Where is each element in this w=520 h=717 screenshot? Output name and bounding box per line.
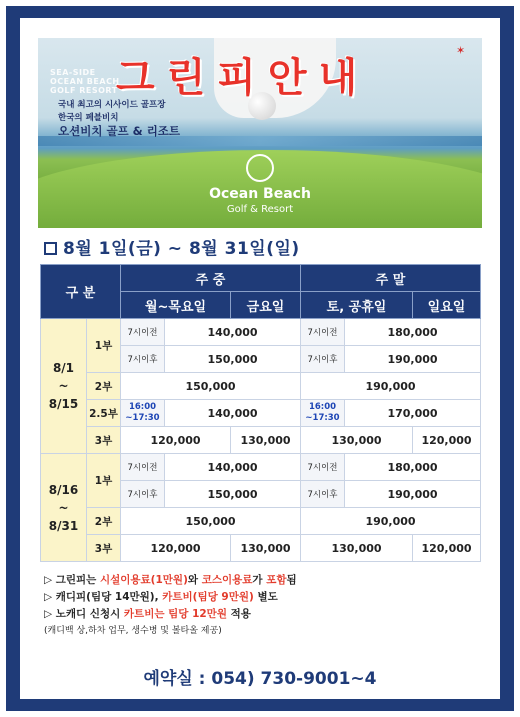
time-start: 16:00 (128, 402, 157, 412)
banner-subtitle (58, 99, 180, 138)
price-cell: 190,000 (301, 508, 481, 535)
note-text: 별도 (253, 591, 278, 603)
part-label: 3부 (87, 535, 121, 562)
price-cell: 130,000 (231, 427, 301, 454)
date-heading (44, 234, 300, 259)
price-cell: 170,000 (345, 400, 481, 427)
note-highlight: 포함 (266, 574, 287, 586)
square-bullet-icon (44, 242, 57, 255)
note-line (44, 589, 297, 606)
price-cell: 150,000 (121, 508, 301, 535)
note-highlight: 코스이용료 (201, 574, 253, 586)
hero-banner (38, 38, 482, 228)
price-cell: 180,000 (345, 454, 481, 481)
notes (44, 572, 297, 640)
price-cell: 140,000 (165, 454, 301, 481)
price-cell: 130,000 (231, 535, 301, 562)
banner-sub-line1: 국내 최고의 시사이드 골프장 (58, 100, 166, 110)
header-mon-thu: 월~목요일 (121, 292, 231, 319)
period-end: 8/15 (48, 397, 79, 411)
note-text: ▷ 그린피는 (44, 574, 100, 586)
time-end: ~17:30 (125, 413, 160, 423)
note-text: 적용 (226, 608, 251, 620)
table-row (41, 373, 481, 400)
price-cell: 130,000 (301, 535, 413, 562)
price-cell: 120,000 (121, 535, 231, 562)
table-row (41, 427, 481, 454)
time-start: 16:00 (308, 402, 337, 412)
price-cell: 190,000 (345, 346, 481, 373)
price-cell: 150,000 (165, 481, 301, 508)
brand-logo-icon: ✶ (456, 44, 466, 57)
note-text: ▷ 캐디피(팀당 14만원), (44, 591, 163, 603)
note-text: 됨 (286, 574, 297, 586)
note-highlight: 카트비(팀당 9만원) (162, 591, 254, 603)
table-row (41, 535, 481, 562)
time-label: 7시이후 (301, 346, 345, 373)
time-range (301, 400, 345, 427)
note-text: 와 (187, 574, 202, 586)
banner-sub-line2: 한국의 페블비치 (58, 113, 119, 123)
time-label: 7시이전 (301, 454, 345, 481)
part-label: 1부 (87, 454, 121, 508)
resort-subname: Golf & Resort (226, 204, 294, 215)
header-sat-holiday: 토, 공휴일 (301, 292, 413, 319)
table-row (41, 319, 481, 346)
part-label: 2부 (87, 373, 121, 400)
table-row (41, 454, 481, 481)
note-highlight: 시설이용료(1만원) (99, 574, 188, 586)
banner-sub-line3: 오션비치 골프 & 리조트 (58, 124, 181, 138)
part-label: 3부 (87, 427, 121, 454)
banner-title: 그린피안내 (116, 55, 370, 101)
price-cell: 150,000 (165, 346, 301, 373)
time-label: 7시이전 (301, 319, 345, 346)
table-row (41, 400, 481, 427)
price-cell: 180,000 (345, 319, 481, 346)
price-cell: 140,000 (165, 400, 301, 427)
time-label: 7시이전 (121, 454, 165, 481)
price-cell: 190,000 (345, 481, 481, 508)
price-cell: 130,000 (301, 427, 413, 454)
note-line (44, 572, 297, 589)
reservation-phone: 예약실 : 054) 730-9001~4 (143, 669, 377, 689)
period-start: 8/1 (52, 361, 75, 375)
header-category: 구 분 (41, 265, 121, 319)
note-line (44, 606, 297, 623)
time-range (121, 400, 165, 427)
part-label: 1부 (87, 319, 121, 373)
date-heading-text: 8월 1일(금) ~ 8월 31일(일) (63, 239, 300, 259)
part-label: 2.5부 (87, 400, 121, 427)
part-label: 2부 (87, 508, 121, 535)
period-tilde: ~ (58, 500, 69, 515)
time-label: 7시이후 (121, 346, 165, 373)
table-row (41, 508, 481, 535)
time-end: ~17:30 (305, 413, 340, 423)
resort-emblem-icon (246, 154, 274, 182)
header-weekend: 주 말 (301, 265, 481, 292)
time-label: 7시이전 (121, 319, 165, 346)
note-line-small: (캐디백 상,하차 업무, 생수병 및 볼타올 제공) (44, 626, 222, 636)
price-cell: 150,000 (121, 373, 301, 400)
period-start: 8/16 (48, 482, 79, 497)
header-weekday: 주 중 (121, 265, 301, 292)
header-fri: 금요일 (231, 292, 301, 319)
note-text: 가 (252, 574, 267, 586)
price-cell: 120,000 (413, 535, 481, 562)
note-text: ▷ 노캐디 신청시 (44, 608, 124, 620)
header-sun: 일요일 (413, 292, 481, 319)
time-label: 7시이후 (301, 481, 345, 508)
period-label (41, 319, 87, 454)
price-cell: 120,000 (121, 427, 231, 454)
price-table (40, 264, 481, 562)
resort-small-text: SEA-SIDE OCEAN BEACH GOLF RESORT (50, 68, 120, 95)
time-label: 7시이후 (121, 481, 165, 508)
price-cell: 140,000 (165, 319, 301, 346)
resort-name: Ocean Beach (209, 186, 311, 202)
price-cell: 190,000 (301, 373, 481, 400)
period-end: 8/31 (48, 518, 79, 533)
note-highlight: 카트비는 팀당 12만원 (123, 608, 227, 620)
period-tilde: ~ (58, 379, 69, 393)
price-cell: 120,000 (413, 427, 481, 454)
period-label (41, 454, 87, 562)
